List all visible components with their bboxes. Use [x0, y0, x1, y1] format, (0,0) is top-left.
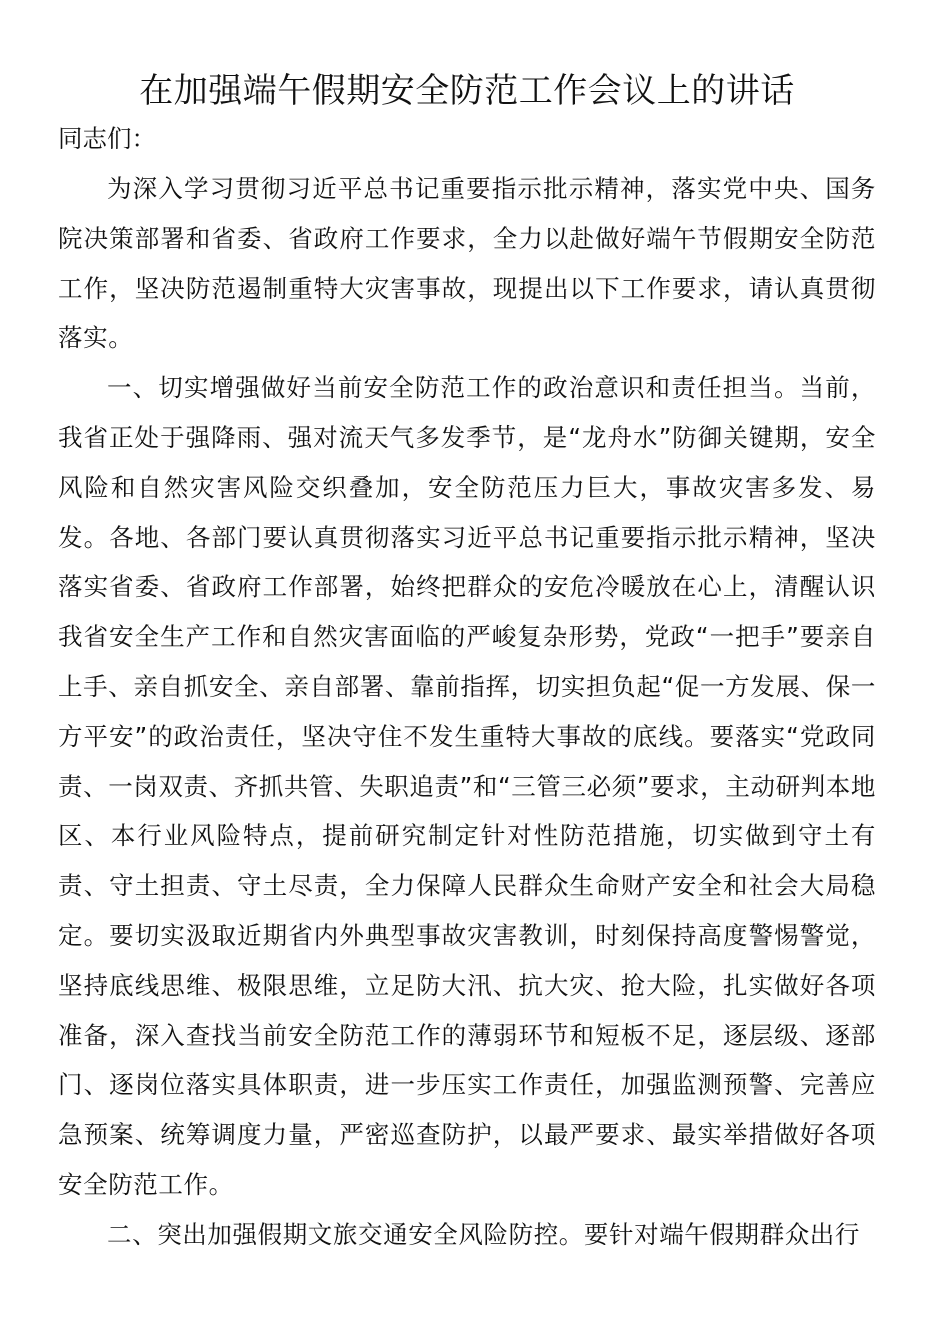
paragraph-intro: 为深入学习贯彻习近平总书记重要指示批示精神，落实党中央、国务院决策部署和省委、省政府工作要求，全力以赴做好端午节假期安全防范工作，坚决防范遏制重特大灾害事故，现提出以下工作要求，请认真贯彻落实。: [58, 174, 876, 353]
document-page: [58, 64, 876, 1260]
document-title: 在加强端午假期安全防范工作会议上的讲话: [139, 71, 795, 111]
salutation: 同志们：: [58, 124, 156, 153]
paragraph-section-two: 二、突出加强假期文旅交通安全风险防控。要针对端午假期群众出行: [107, 1219, 860, 1249]
paragraph-section-one: 一、切实增强做好当前安全防范工作的政治意识和责任担当。当前，我省正处于强降雨、强对流天气多发季节，是“龙舟水”防御关键期，安全风险和自然灾害风险交织叠加，安全防范压力巨大，事故灾害多发、易发。各地、各部门要认真贯彻落实习近平总书记重要指示批示精神，坚决落实省委、省政府工作部署，始终把群众的安危冷暖放在心上，清醒认识我省安全生产工作和自然灾害面临的严峻复杂形势，党政“一把手”要亲自上手、亲自抓安全、亲自部署、靠前指挥，切实担负起“促一方发展、保一方平安”的政治责任，坚决守住不发生重特大事故的底线。要落实“党政同责、一岗双责、齐抓共管、失职追责”和“三管三必须”要求，主动研判本地区、本行业风险特点，提前研究制定针对性防范措施，切实做到守土有责、守土担责、守土尽责，全力保障人民群众生命财产安全和社会大局稳定。要切实汲取近期省内外典型事故灾害教训，时刻保持高度警惕警觉，坚持底线思维、极限思维，立足防大汛、抗大灾、抢大险，扎实做好各项准备，深入查找当前安全防范工作的薄弱环节和短板不足，逐层级、逐部门、逐岗位落实具体职责，进一步压实工作责任，加强监测预警、完善应急预案、统筹调度力量，严密巡查防护，以最严要求、最实举措做好各项安全防范工作。: [58, 373, 876, 1199]
